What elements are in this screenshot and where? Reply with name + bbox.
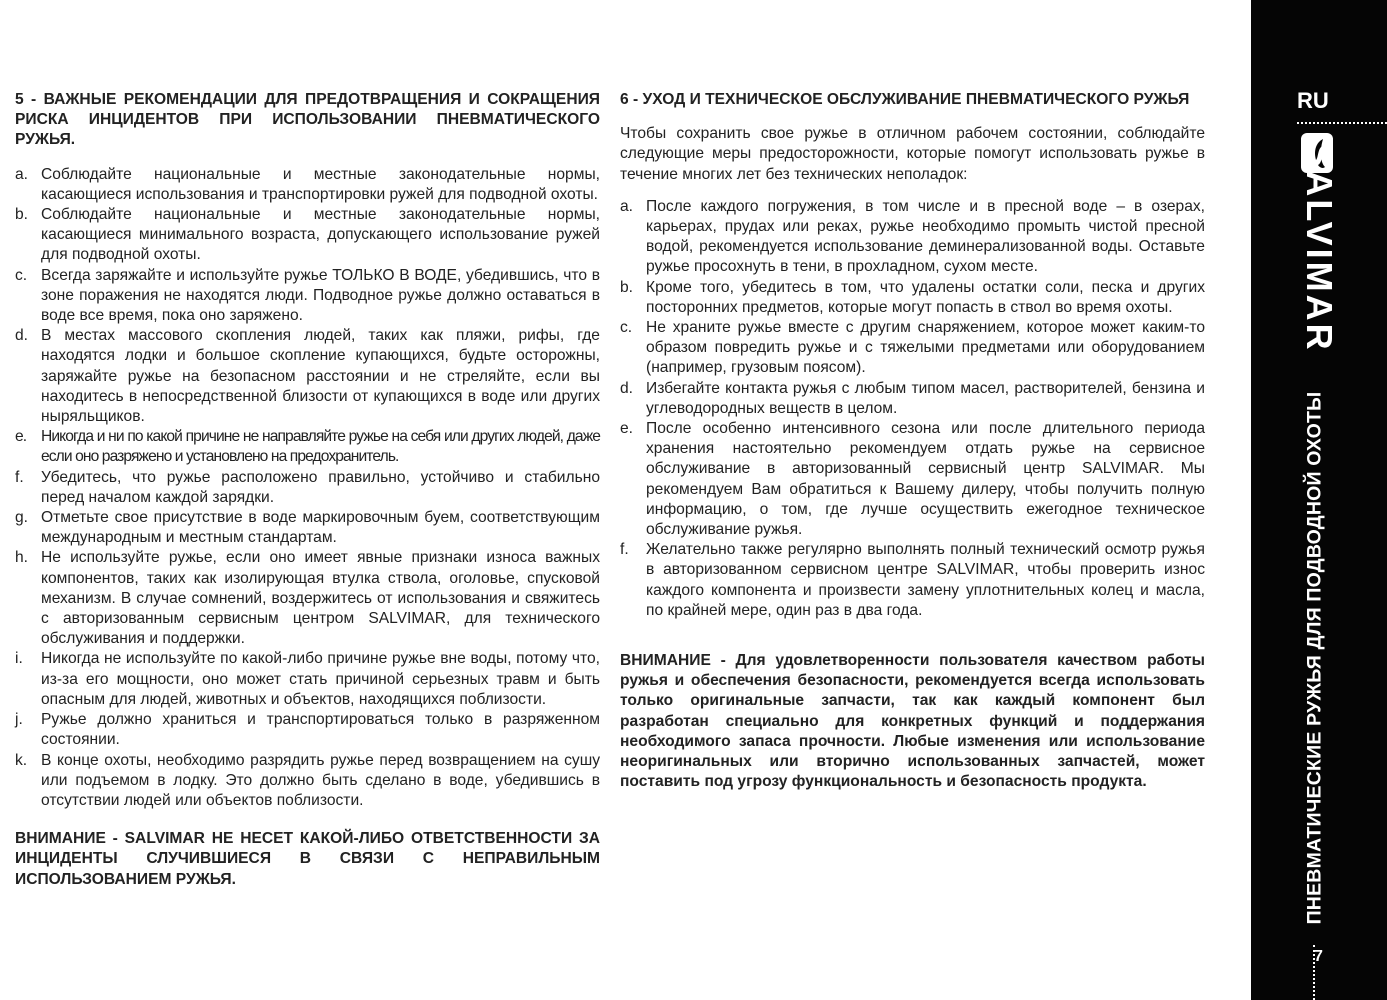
item-letter: k. <box>15 751 28 769</box>
section-5-heading: 5 - ВАЖНЫЕ РЕКОМЕНДАЦИИ ДЛЯ ПРЕДОТВРАЩЕНИЯ И СОКРАЩЕНИЯ РИСКА ИНЦИДЕНТОВ ПРИ ИСПОЛЬЗОВАНИИ ПНЕВМАТИЧЕСКОГО РУЖЬЯ. <box>15 91 600 149</box>
item-letter: c. <box>620 319 633 337</box>
side-bar <box>1251 0 1387 1000</box>
vertical-title: ПНЕВМАТИЧЕСКИЕ РУЖЬЯ ДЛЯ ПОДВОДНОЙ ОХОТЫ <box>1303 391 1326 925</box>
language-label: RU <box>1297 88 1329 113</box>
section-5-warning: ВНИМАНИЕ - SALVIMAR НЕ НЕСЕТ КАКОЙ-ЛИБО ОТВЕТСТВЕННОСТИ ЗА ИНЦИДЕНТЫ СЛУЧИВШИЕСЯ В СВЯЗИ С НЕПРАВИЛЬНЫМ ИСПОЛЬЗОВАНИЕМ РУЖЬЯ. <box>15 830 600 888</box>
item-letter: i. <box>15 650 23 668</box>
dotted-divider <box>1297 122 1387 124</box>
list-item <box>620 540 1205 621</box>
left-column <box>15 90 600 890</box>
item-text: Всегда заряжайте и используйте ружье ТОЛЬКО В ВОДЕ, убедившись, что в зоне поражения не находятся люди. Подводное ружье должно оставаться в воде все время, пока оно заряжено. <box>41 266 600 325</box>
section-6-intro: Чтобы сохранить свое ружье в отличном рабочем состоянии, соблюдайте следующие меры предосторожности, которые помогут использовать ружье в течение многих лет без технических неполадок: <box>620 125 1205 183</box>
item-text: Убедитесь, что ружье расположено правильно, устойчиво и стабильно перед началом каждой зарядки. <box>41 468 600 506</box>
item-text: После особенно интенсивного сезона или после длительного периода хранения настоятельно рекомендуем отдать ружье на сервисное обслуживание в авторизованный сервисный центр SALVIMAR. Мы рекомендуем Вам обратиться к Вашему дилеру, чтобы получить полную информацию, о том, где лучше осуществить ежегодное техническое обслуживание ружья. <box>646 420 1205 539</box>
list-item <box>15 548 600 649</box>
list-item <box>620 318 1205 379</box>
item-letter: a. <box>620 197 634 215</box>
item-text: В конце охоты, необходимо разрядить ружье перед возвращением на сушу или подъемом в лодку. Это должно быть сделано в воде, убедившись в отсутствии людей или объектов поблизости. <box>41 751 600 809</box>
list-item <box>15 710 600 750</box>
item-text: Избегайте контакта ружья с любым типом масел, растворителей, бензина и углеводородных веществ в целом. <box>646 379 1205 417</box>
item-text: Соблюдайте национальные и местные законодательные нормы, касающиеся минимального возраста, допускающего использование ружей для подводной охоты. <box>41 206 600 264</box>
item-text: Не используйте ружье, если оно имеет явные признаки износа важных компонентов, таких как изолирующая втулка ствола, оголовье, спусковой механизм. В случае сомнений, воздержитесь от использования и свяжитесь с авторизованным сервисным центром SALVIMAR, для технического обслуживания и поддержки. <box>41 549 600 648</box>
item-text: Никогда не используйте по какой-либо причине ружье вне воды, потому что, из-за его мощности, оно может стать причиной серьезных травм и быть опасным для людей, животных и объектов, находящихся поблизости. <box>41 650 600 708</box>
item-letter: e. <box>620 420 634 438</box>
list-item <box>620 197 1205 278</box>
list-item <box>15 649 600 710</box>
item-letter: a. <box>15 165 29 183</box>
page-number: 7 <box>1314 948 1323 965</box>
section-6-warning: ВНИМАНИЕ - Для удовлетворенности пользователя качеством работы ружья и обеспечения безопасности, рекомендуется всегда использовать только оригинальные запчасти, так как каждый компонент был разработан специально для конкретных функций и поддержания необходимого запаса прочности. Любые изменения или использование неоригинальных или вторично использованных запчастей, может поставить под угрозу функциональность и безопасность продукта. <box>620 652 1205 791</box>
list-item <box>15 165 600 205</box>
item-letter: h. <box>15 549 29 567</box>
item-letter: d. <box>620 379 634 397</box>
list-item <box>620 379 1205 419</box>
item-letter: j. <box>15 711 23 729</box>
list-item <box>15 205 600 266</box>
item-text: Отметьте свое присутствие в воде маркировочным буем, соответствующим международным и местным стандартам. <box>41 509 600 547</box>
item-text: Кроме того, убедитесь в том, что удалены остатки соли, песка и других посторонних предметов, которые могут попасть в ствол во время охоты. <box>646 278 1205 316</box>
list-item <box>15 508 600 548</box>
list-item <box>15 427 600 467</box>
section-6-list <box>620 197 1205 621</box>
item-letter: d. <box>15 327 29 345</box>
item-letter: g. <box>15 509 29 527</box>
item-letter: e. <box>15 428 27 446</box>
item-text: Никогда и ни по какой причине не направляйте ружье на себя или других людей, даже если оно разряжено и установлено на предохранитель. <box>41 428 600 466</box>
section-6-heading: 6 - УХОД И ТЕХНИЧЕСКОЕ ОБСЛУЖИВАНИЕ ПНЕВМАТИЧЕСКОГО РУЖЬЯ <box>620 91 1190 108</box>
brand-logo <box>1299 132 1339 364</box>
list-item <box>15 468 600 508</box>
list-item <box>15 326 600 427</box>
section-5-list <box>15 165 600 812</box>
right-column <box>620 90 1205 793</box>
item-text: Желательно также регулярно выполнять полный технический осмотр ружья в авторизованном сервисном центре SALVIMAR, чтобы проверить износ каждого компонента и произвести замену уплотнительных колец и масла, по крайней мере, один раз в два года. <box>646 541 1205 619</box>
list-item <box>15 266 600 327</box>
list-item <box>620 419 1205 540</box>
item-text: Не храните ружье вместе с другим снаряжением, которое может каким-то образом повредить ружье и с тяжелыми предметами или оборудованием (например, грузовым поясом). <box>646 319 1205 377</box>
list-item <box>15 751 600 812</box>
brand-name: SALVIMAR <box>1299 143 1340 353</box>
item-text: После каждого погружения, в том числе и в пресной воде – в озерах, карьерах, прудах или реках, ружье необходимо промыть чистой пресной водой, рекомендуется использование деминерализованной воды. Оставьте ружье просохнуть в тени, в прохладном, сухом месте. <box>646 197 1205 276</box>
item-letter: c. <box>15 266 28 284</box>
item-letter: b. <box>15 206 29 224</box>
item-text: В местах массового скопления людей, таких как пляжи, рифы, где находятся лодки и большое скопление купающихся, будьте осторожны, заряжайте ружье на безопасном расстоянии и не стреляйте, если вы находитесь в непосредственной близости от купающихся в воде или других ныряльщиков. <box>41 327 600 426</box>
item-letter: f. <box>15 468 24 486</box>
list-item <box>620 278 1205 318</box>
item-letter: b. <box>620 278 634 296</box>
item-text: Ружье должно храниться и транспортироваться только в разряженном состоянии. <box>41 711 600 749</box>
item-letter: f. <box>620 541 629 559</box>
item-text: Соблюдайте национальные и местные законодательные нормы, касающиеся использования и транспортировки ружей для подводной охоты. <box>41 165 600 203</box>
